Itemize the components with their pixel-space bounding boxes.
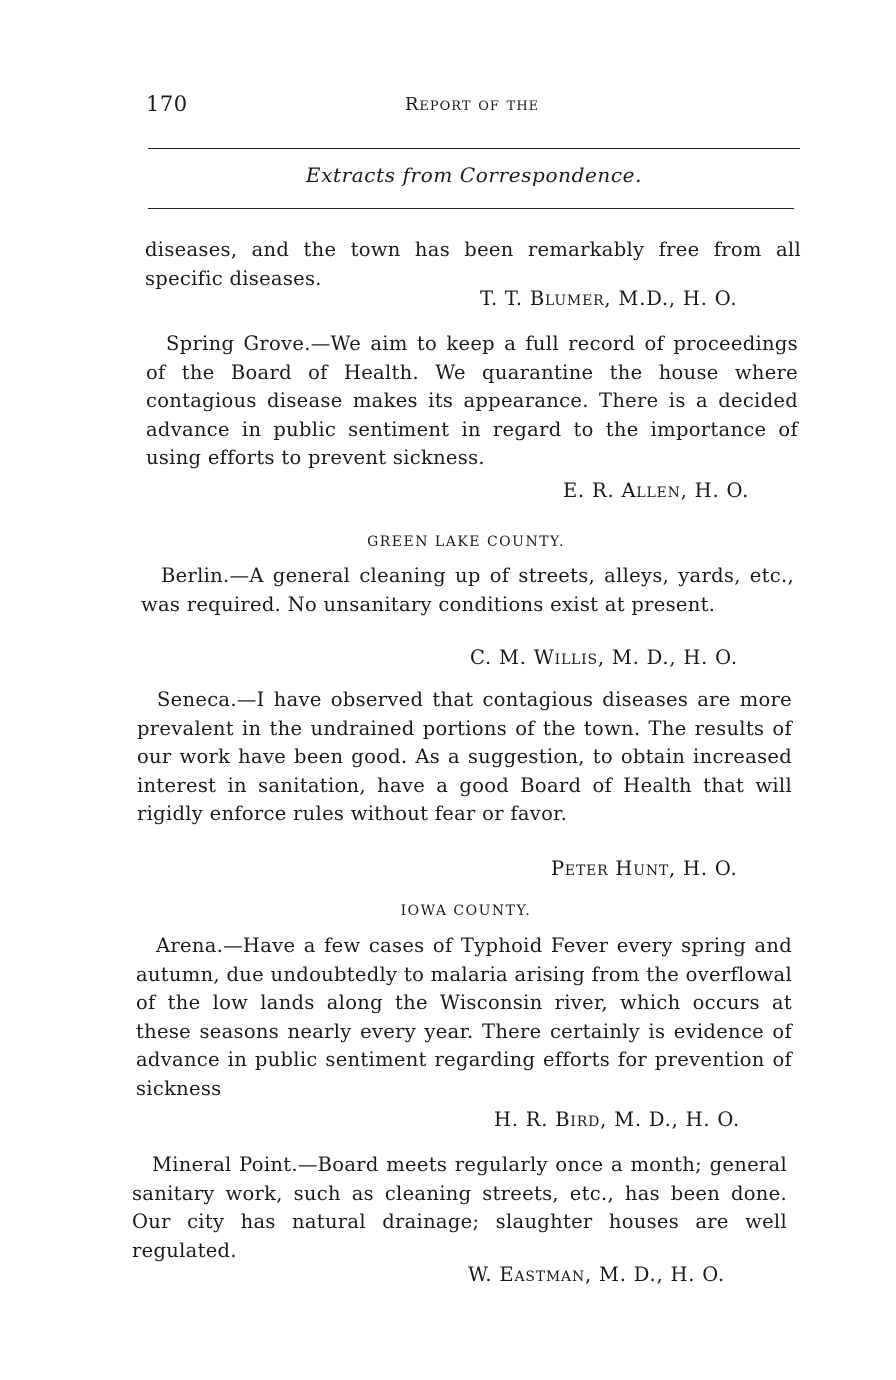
entry-text: Arena.—Have a few cases of Typhoid Fever every spring and autumn, due undoubtedly to malaria arising from the overflowal of the low lands along the Wisconsin river, which occurs at these seasons nearly every year. There certainly is evidence of advance in public sentiment regarding efforts for prevention of sickness	[136, 934, 792, 1100]
entry-spring-grove	[146, 330, 798, 473]
entry-signature-willis: C. M. Willis, M. D., H. O.	[470, 646, 738, 669]
entry-signature-bird: H. R. Bird, M. D., H. O.	[494, 1108, 741, 1131]
entry-mineral-point	[132, 1151, 787, 1265]
section-subtitle: Extracts from Correspondence.	[305, 163, 643, 187]
entry-text: diseases, and the town has been remarkably free from all specific diseases.	[145, 238, 801, 290]
entry-signature-hunt: Peter Hunt, H. O.	[551, 857, 738, 880]
entry-seneca	[137, 686, 792, 829]
entry-signature-allen: E. R. Allen, H. O.	[563, 479, 750, 502]
entry-text: Mineral Point.—Board meets regularly once a month; general sanitary work, such as cleaning streets, etc., has been done. Our city has natural drainage; slaughter houses are well regulated.	[132, 1153, 787, 1262]
entry-text: Seneca.—I have observed that contagious diseases are more prevalent in the undrained portions of the town. The results of our work have been good. As a suggestion, to obtain increased interest in sanitation, have a good Board of Health that will rigidly enforce rules without fear or favor.	[137, 688, 792, 825]
page-number: 170	[146, 92, 188, 116]
entry-berlin	[141, 562, 794, 619]
entry-signature-eastman: W. Eastman, M. D., H. O.	[468, 1263, 725, 1286]
running-head: Report of the	[404, 94, 540, 115]
entry-text: Berlin.—A general cleaning up of streets, alleys, yards, etc., was required. No unsanitary conditions exist at present.	[141, 564, 794, 616]
entry-signature-blumer: T. T. Blumer, M.D., H. O.	[480, 287, 738, 310]
entry-text: Spring Grove.—We aim to keep a full record of proceedings of the Board of Health. We quarantine the house where contagious disease makes its appearance. There is a decided advance in public sentiment in regard to the importance of using efforts to prevent sickness.	[146, 332, 798, 469]
header-rule-bottom	[148, 208, 794, 209]
header-rule-top	[148, 148, 800, 149]
county-heading-iowa: IOWA COUNTY.	[400, 903, 532, 919]
entry-arena	[136, 932, 792, 1103]
county-heading-green-lake: GREEN LAKE COUNTY.	[367, 534, 565, 550]
entry-continuation	[145, 236, 801, 293]
page-header	[146, 92, 798, 122]
